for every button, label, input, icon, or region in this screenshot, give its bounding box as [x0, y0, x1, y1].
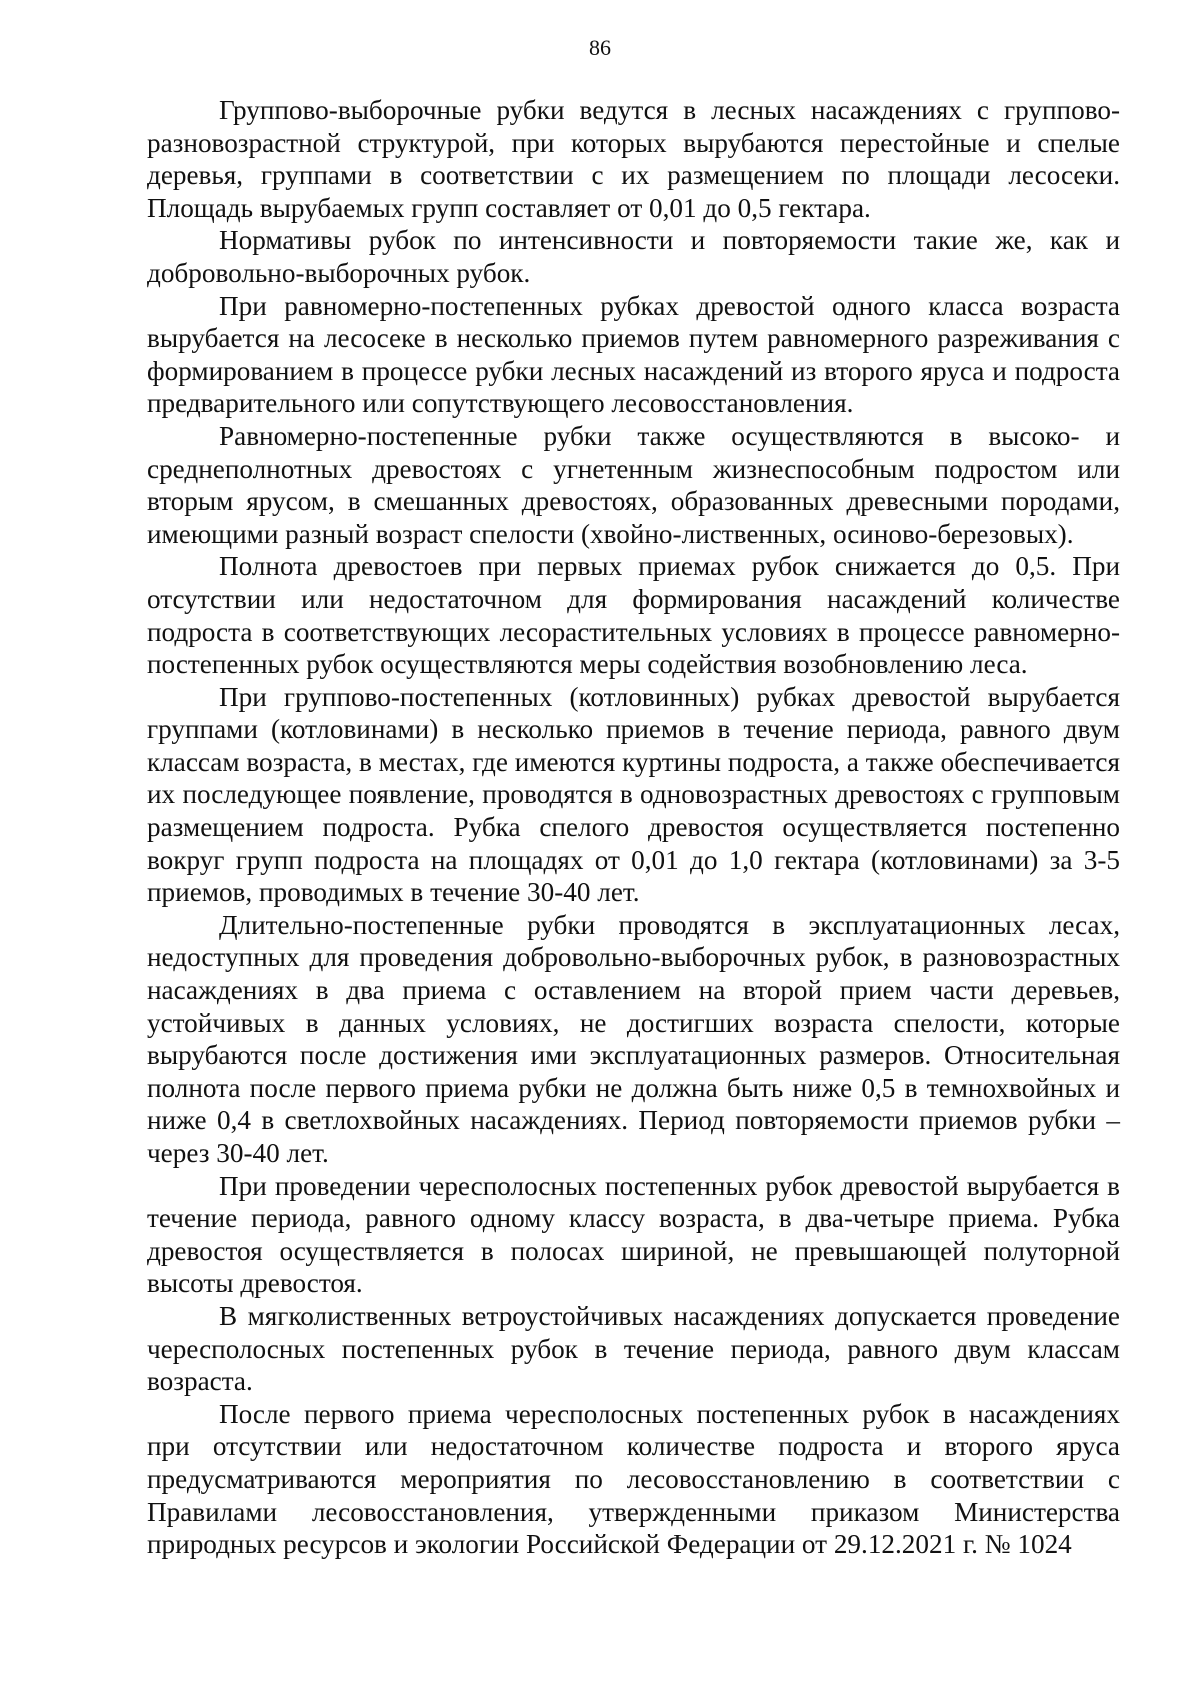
- paragraph: При группово-постепенных (котловинных) рубках древостой вырубается группами (котловинами) в несколько приемов в течение периода, равного двум классам возраста, в местах, где имеются куртины подроста, а также обеспечивается их последующее появление, проводятся в одновозрастных древостоях с групповым размещением подроста. Рубка спелого древостоя осуществляется постепенно вокруг групп подроста на площадях от 0,01 до 1,0 гектара (котловинами) за 3-5 приемов, проводимых в течение 30-40 лет.: [147, 681, 1120, 908]
- paragraph: Группово-выборочные рубки ведутся в лесных насаждениях с группово-разновозрастной структурой, при которых вырубаются перестойные и спелые деревья, группами в соответствии с их размещением по площади лесосеки. Площадь вырубаемых групп составляет от 0,01 до 0,5 гектара.: [147, 95, 1120, 223]
- page-number: 86: [589, 35, 611, 60]
- paragraph: При проведении чересполосных постепенных рубок древостой вырубается в течение периода, равного одному классу возраста, в два-четыре приема. Рубка древостоя осуществляется в полосах шириной, не превышающей полуторной высоты древостоя.: [147, 1170, 1120, 1299]
- paragraph: При равномерно-постепенных рубках древостой одного класса возраста вырубается на лесосеке в несколько приемов путем равномерного разреживания с формированием в процессе рубки лесных насаждений из второго яруса и подроста предварительного или сопутствующего лесовосстановления.: [147, 290, 1120, 419]
- paragraph: После первого приема чересполосных постепенных рубок в насаждениях при отсутствии или недостаточном количестве подроста и второго яруса предусматриваются мероприятия по лесовосстановлению в соответствии с Правилами лесовосстановления, утвержденными приказом Министерства природных ресурсов и экологии Российской Федерации от 29.12.2021 г. № 1024: [147, 1398, 1120, 1560]
- paragraph: Равномерно-постепенные рубки также осуществляются в высоко- и среднеполнотных древостоях с угнетенным жизнеспособным подростом или вторым ярусом, в смешанных древостоях, образованных древесными породами, имеющими разный возраст спелости (хвойно-лиственных, осиново-березовых).: [147, 420, 1120, 549]
- paragraph: В мягколиственных ветроустойчивых насаждениях допускается проведение чересполосных постепенных рубок в течение периода, равного двум классам возраста.: [147, 1300, 1120, 1397]
- paragraph: Нормативы рубок по интенсивности и повторяемости такие же, как и добровольно-выборочных рубок.: [147, 225, 1120, 288]
- paragraph: Полнота древостоев при первых приемах рубок снижается до 0,5. При отсутствии или недостаточном для формирования насаждений количестве подроста в соответствующих лесорастительных условиях в процессе равномерно-постепенных рубок осуществляются меры содействия возобновлению леса.: [147, 551, 1120, 680]
- paragraph: Длительно-постепенные рубки проводятся в эксплуатационных лесах, недоступных для проведения добровольно-выборочных рубок, в разновозрастных насаждениях в два приема с оставлением на второй прием части деревьев, устойчивых в данных условиях, не достигших возраста спелости, которые вырубаются после достижения ими эксплуатационных размеров. Относительная полнота после первого приема рубки не должна быть ниже 0,5 в темнохвойных и ниже 0,4 в светлохвойных насаждениях. Период повторяемости приемов рубки – через 30-40 лет.: [147, 909, 1120, 1168]
- document-body: [147, 94, 1120, 1561]
